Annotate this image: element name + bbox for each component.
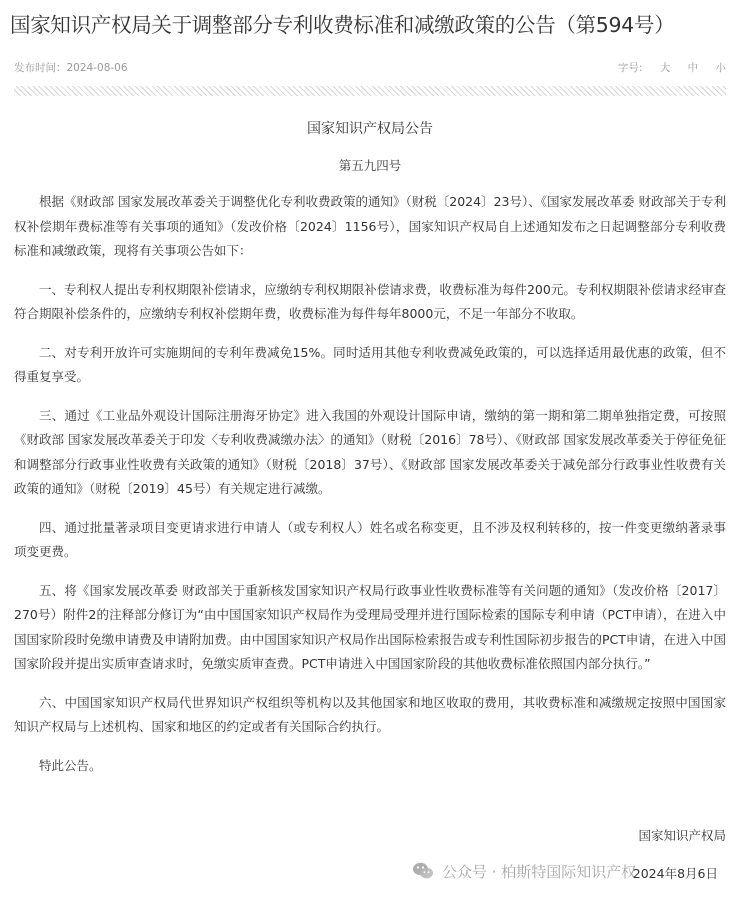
- wechat-icon: [412, 861, 434, 881]
- font-size-medium-button[interactable]: 中: [687, 62, 699, 74]
- publish-date-value: 2024-08-06: [66, 62, 128, 74]
- article-meta: [14, 60, 726, 76]
- paragraph-item-2: 二、对专利开放许可实施期间的专利年费减免15%。同时适用其他专利收费减免政策的，可以选择适用最优惠的政策，但不得重复享受。: [14, 344, 726, 384]
- paragraph-item-1: 一、专利权人提出专利权期限补偿请求，应缴纳专利权期限补偿请求费，收费标准为每件200元。专利权期限补偿请求经审查符合期限补偿条件的，应缴纳专利权补偿期年费，收费标准为每件每年8000元，不足一年部分不收取。: [14, 281, 726, 321]
- font-size-label: 字号:: [617, 62, 643, 74]
- page-title: 国家知识产权局关于调整部分专利收费标准和减缴政策的公告（第594号）: [10, 13, 675, 37]
- paragraph-intro: 根据《财政部 国家发展改革委关于调整优化专利收费政策的通知》（财税〔2024〕23号）、《国家发展改革委 财政部关于专利权补偿期年费标准等有关事项的通知》（发改价格〔2024〕1156号），国家知识产权局自上述通知发布之日起调整部分专利收费标准和减缴政策，现将有关事项公告如下：: [14, 194, 726, 258]
- publish-date-label: 发布时间：: [14, 62, 67, 74]
- font-size-switcher: [618, 60, 726, 75]
- publish-date: [14, 60, 128, 75]
- document-number: 第五九四号: [338, 158, 402, 173]
- signature-org: 国家知识产权局: [638, 828, 726, 843]
- paragraph-item-4: 四、通过批量著录项目变更请求进行申请人（或专利权人）姓名或名称变更，且不涉及权利转移的，按一件变更缴纳著录事项变更费。: [14, 519, 726, 559]
- paragraph-item-5: 五、将《国家发展改革委 财政部关于重新核发国家知识产权局行政事业性收费标准等有关问题的通知》（发改价格〔2017〕270号）附件2的注释部分修订为“由中国国家知识产权局作为受理局受理并进行国际检索的国际专利申请（PCT申请），在进入中国国家阶段时免缴申请费及申请附加费。由中国国家知识产权局作出国际检索报告或专利性国际初步报告的PCT申请，在进入中国国家阶段并提出实质审查请求时，免缴实质审查费。PCT申请进入中国国家阶段的其他收费标准依照国内部分执行。”: [14, 582, 726, 671]
- wechat-watermark: [412, 856, 636, 886]
- document-body: [14, 190, 726, 792]
- signature-date: 2024年8月6日: [632, 866, 718, 881]
- closing-statement: 特此公告。: [39, 757, 102, 773]
- document-org-heading: 国家知识产权局公告: [307, 121, 433, 137]
- watermark-text: 公众号 · 柏斯特国际知识产权: [442, 862, 637, 881]
- font-size-large-button[interactable]: 大: [659, 62, 671, 74]
- hatched-divider: [14, 86, 726, 96]
- font-size-small-button[interactable]: 小: [715, 62, 726, 74]
- paragraph-item-6: 六、中国国家知识产权局代世界知识产权组织等机构以及其他国家和地区收取的费用，其收费标准和减缴规定按照中国国家知识产权局与上述机构、国家和地区的约定或者有关国际合约执行。: [14, 694, 726, 734]
- paragraph-item-3: 三、通过《工业品外观设计国际注册海牙协定》进入我国的外观设计国际申请，缴纳的第一期和第二期单独指定费，可按照《财政部 国家发展改革委关于印发〈专利收费减缴办法〉的通知》（财税〔2016〕78号）、《财政部 国家发展改革委关于停征免征和调整部分行政事业性收费有关政策的通知》（财税〔2018〕37号）、《财政部 国家发展改革委关于减免部分行政事业性收费有关政策的通知》（财税〔2019〕45号）有关规定进行减缴。: [14, 407, 726, 496]
